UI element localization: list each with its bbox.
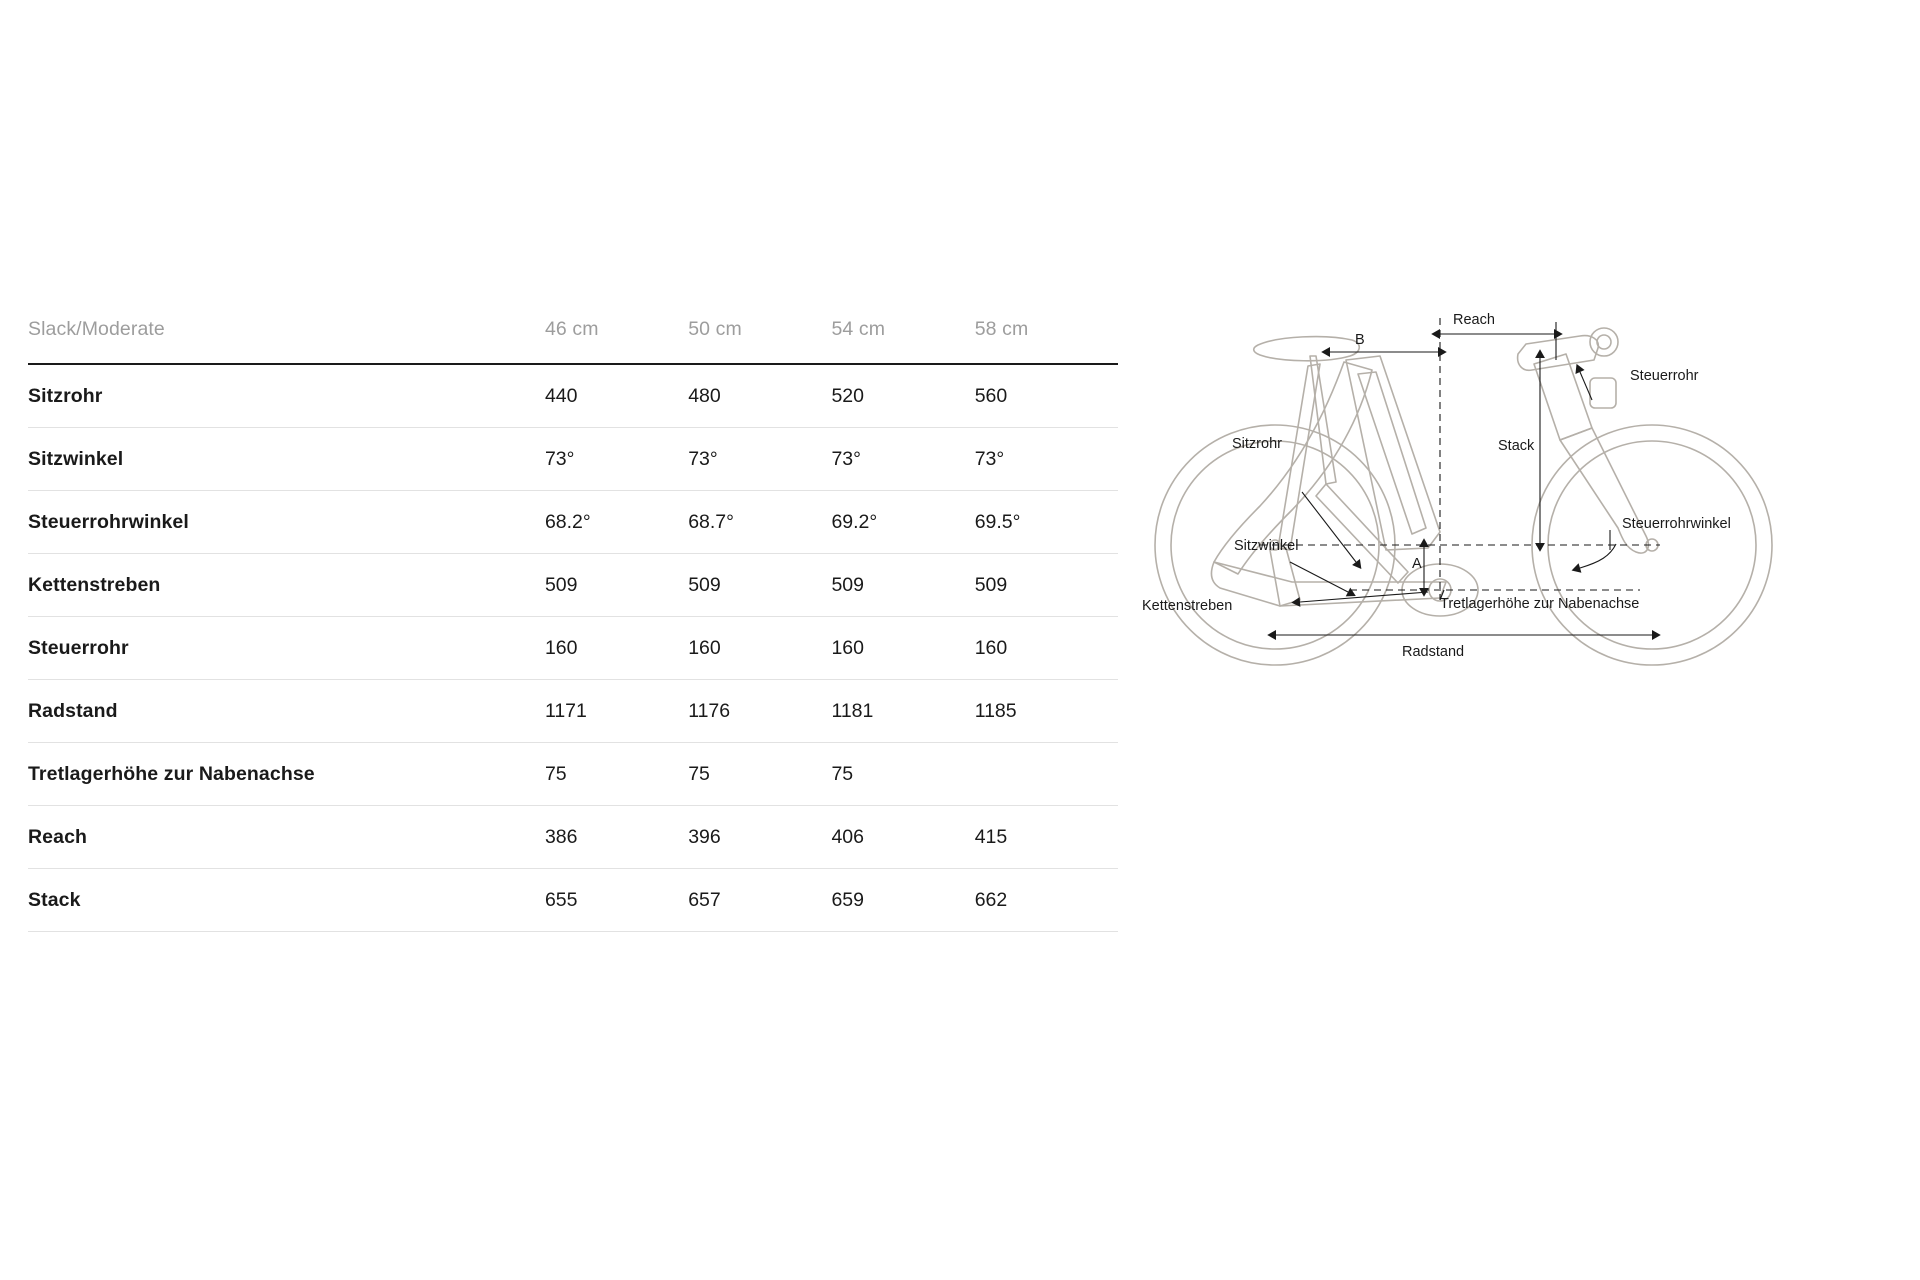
row-value: 160 — [975, 617, 1118, 680]
table-row — [28, 680, 1118, 743]
row-label: Tretlagerhöhe zur Nabenachse — [28, 743, 545, 806]
label-sitzwinkel: Sitzwinkel — [1234, 538, 1299, 554]
row-value: 75 — [688, 743, 831, 806]
row-label: Reach — [28, 806, 545, 869]
table-row — [28, 743, 1118, 806]
table-row — [28, 617, 1118, 680]
row-label: Steuerrohrwinkel — [28, 491, 545, 554]
label-steuerrohr: Steuerrohr — [1630, 368, 1699, 384]
row-label: Kettenstreben — [28, 554, 545, 617]
row-value: 509 — [545, 554, 688, 617]
row-value: 415 — [975, 806, 1118, 869]
row-value: 386 — [545, 806, 688, 869]
row-value: 1181 — [831, 680, 974, 743]
row-value: 75 — [545, 743, 688, 806]
row-value: 73° — [688, 428, 831, 491]
row-label: Sitzrohr — [28, 364, 545, 428]
column-header-size-1: 46 cm — [544, 318, 599, 340]
label-radstand: Radstand — [1402, 644, 1465, 660]
row-value: 396 — [688, 806, 831, 869]
label-reach: Reach — [1453, 312, 1495, 328]
row-value: 520 — [831, 364, 974, 428]
table-row — [28, 554, 1118, 617]
row-value: 75 — [831, 743, 974, 806]
row-label: Steuerrohr — [28, 617, 545, 680]
row-value: 440 — [545, 364, 688, 428]
table-row — [28, 491, 1118, 554]
row-label: Radstand — [28, 680, 545, 743]
table-header-row — [28, 318, 1118, 364]
column-header-size-4: 58 cm — [974, 318, 1029, 340]
row-label: Stack — [28, 869, 545, 932]
row-value: 657 — [688, 869, 831, 932]
row-value — [975, 743, 1118, 806]
table-body — [28, 364, 1118, 932]
table-row — [28, 364, 1118, 428]
row-value: 560 — [975, 364, 1118, 428]
row-value: 69.5° — [975, 491, 1118, 554]
row-value: 1185 — [975, 680, 1118, 743]
label-steuerrohrwinkel: Steuerrohrwinkel — [1622, 516, 1731, 532]
row-value: 160 — [545, 617, 688, 680]
row-value: 160 — [831, 617, 974, 680]
table-row — [28, 869, 1118, 932]
row-value: 655 — [545, 869, 688, 932]
column-header-size-2: 50 cm — [688, 318, 742, 340]
row-value: 480 — [688, 364, 831, 428]
row-value: 73° — [545, 428, 688, 491]
row-value: 509 — [975, 554, 1118, 617]
column-header-size-3: 54 cm — [831, 318, 886, 340]
table-row — [28, 428, 1118, 491]
label-b: B — [1355, 332, 1365, 348]
geometry-table — [28, 318, 1118, 932]
table-row — [28, 806, 1118, 869]
row-value: 509 — [688, 554, 831, 617]
diagram-labels — [1142, 312, 1731, 660]
row-label: Sitzwinkel — [28, 428, 545, 491]
label-sitzrohr: Sitzrohr — [1232, 436, 1282, 452]
bike-geometry-diagram — [1140, 300, 1880, 720]
label-stack: Stack — [1498, 438, 1535, 454]
table-header — [28, 318, 1118, 364]
row-value: 73° — [831, 428, 974, 491]
row-value: 659 — [831, 869, 974, 932]
row-value: 1176 — [688, 680, 831, 743]
label-a: A — [1412, 556, 1422, 572]
label-kettenstreben: Kettenstreben — [1142, 598, 1233, 614]
row-value: 662 — [975, 869, 1118, 932]
row-value: 68.2° — [545, 491, 688, 554]
label-tretlagerhoehe: Tretlagerhöhe zur Nabenachse — [1440, 596, 1640, 612]
row-value: 73° — [975, 428, 1118, 491]
row-value: 509 — [831, 554, 974, 617]
row-value: 68.7° — [688, 491, 831, 554]
row-value: 1171 — [545, 680, 688, 743]
column-header-category: Slack/Moderate — [28, 318, 165, 340]
row-value: 406 — [831, 806, 974, 869]
row-value: 160 — [688, 617, 831, 680]
geometry-table-container — [28, 318, 1118, 932]
row-value: 69.2° — [831, 491, 974, 554]
